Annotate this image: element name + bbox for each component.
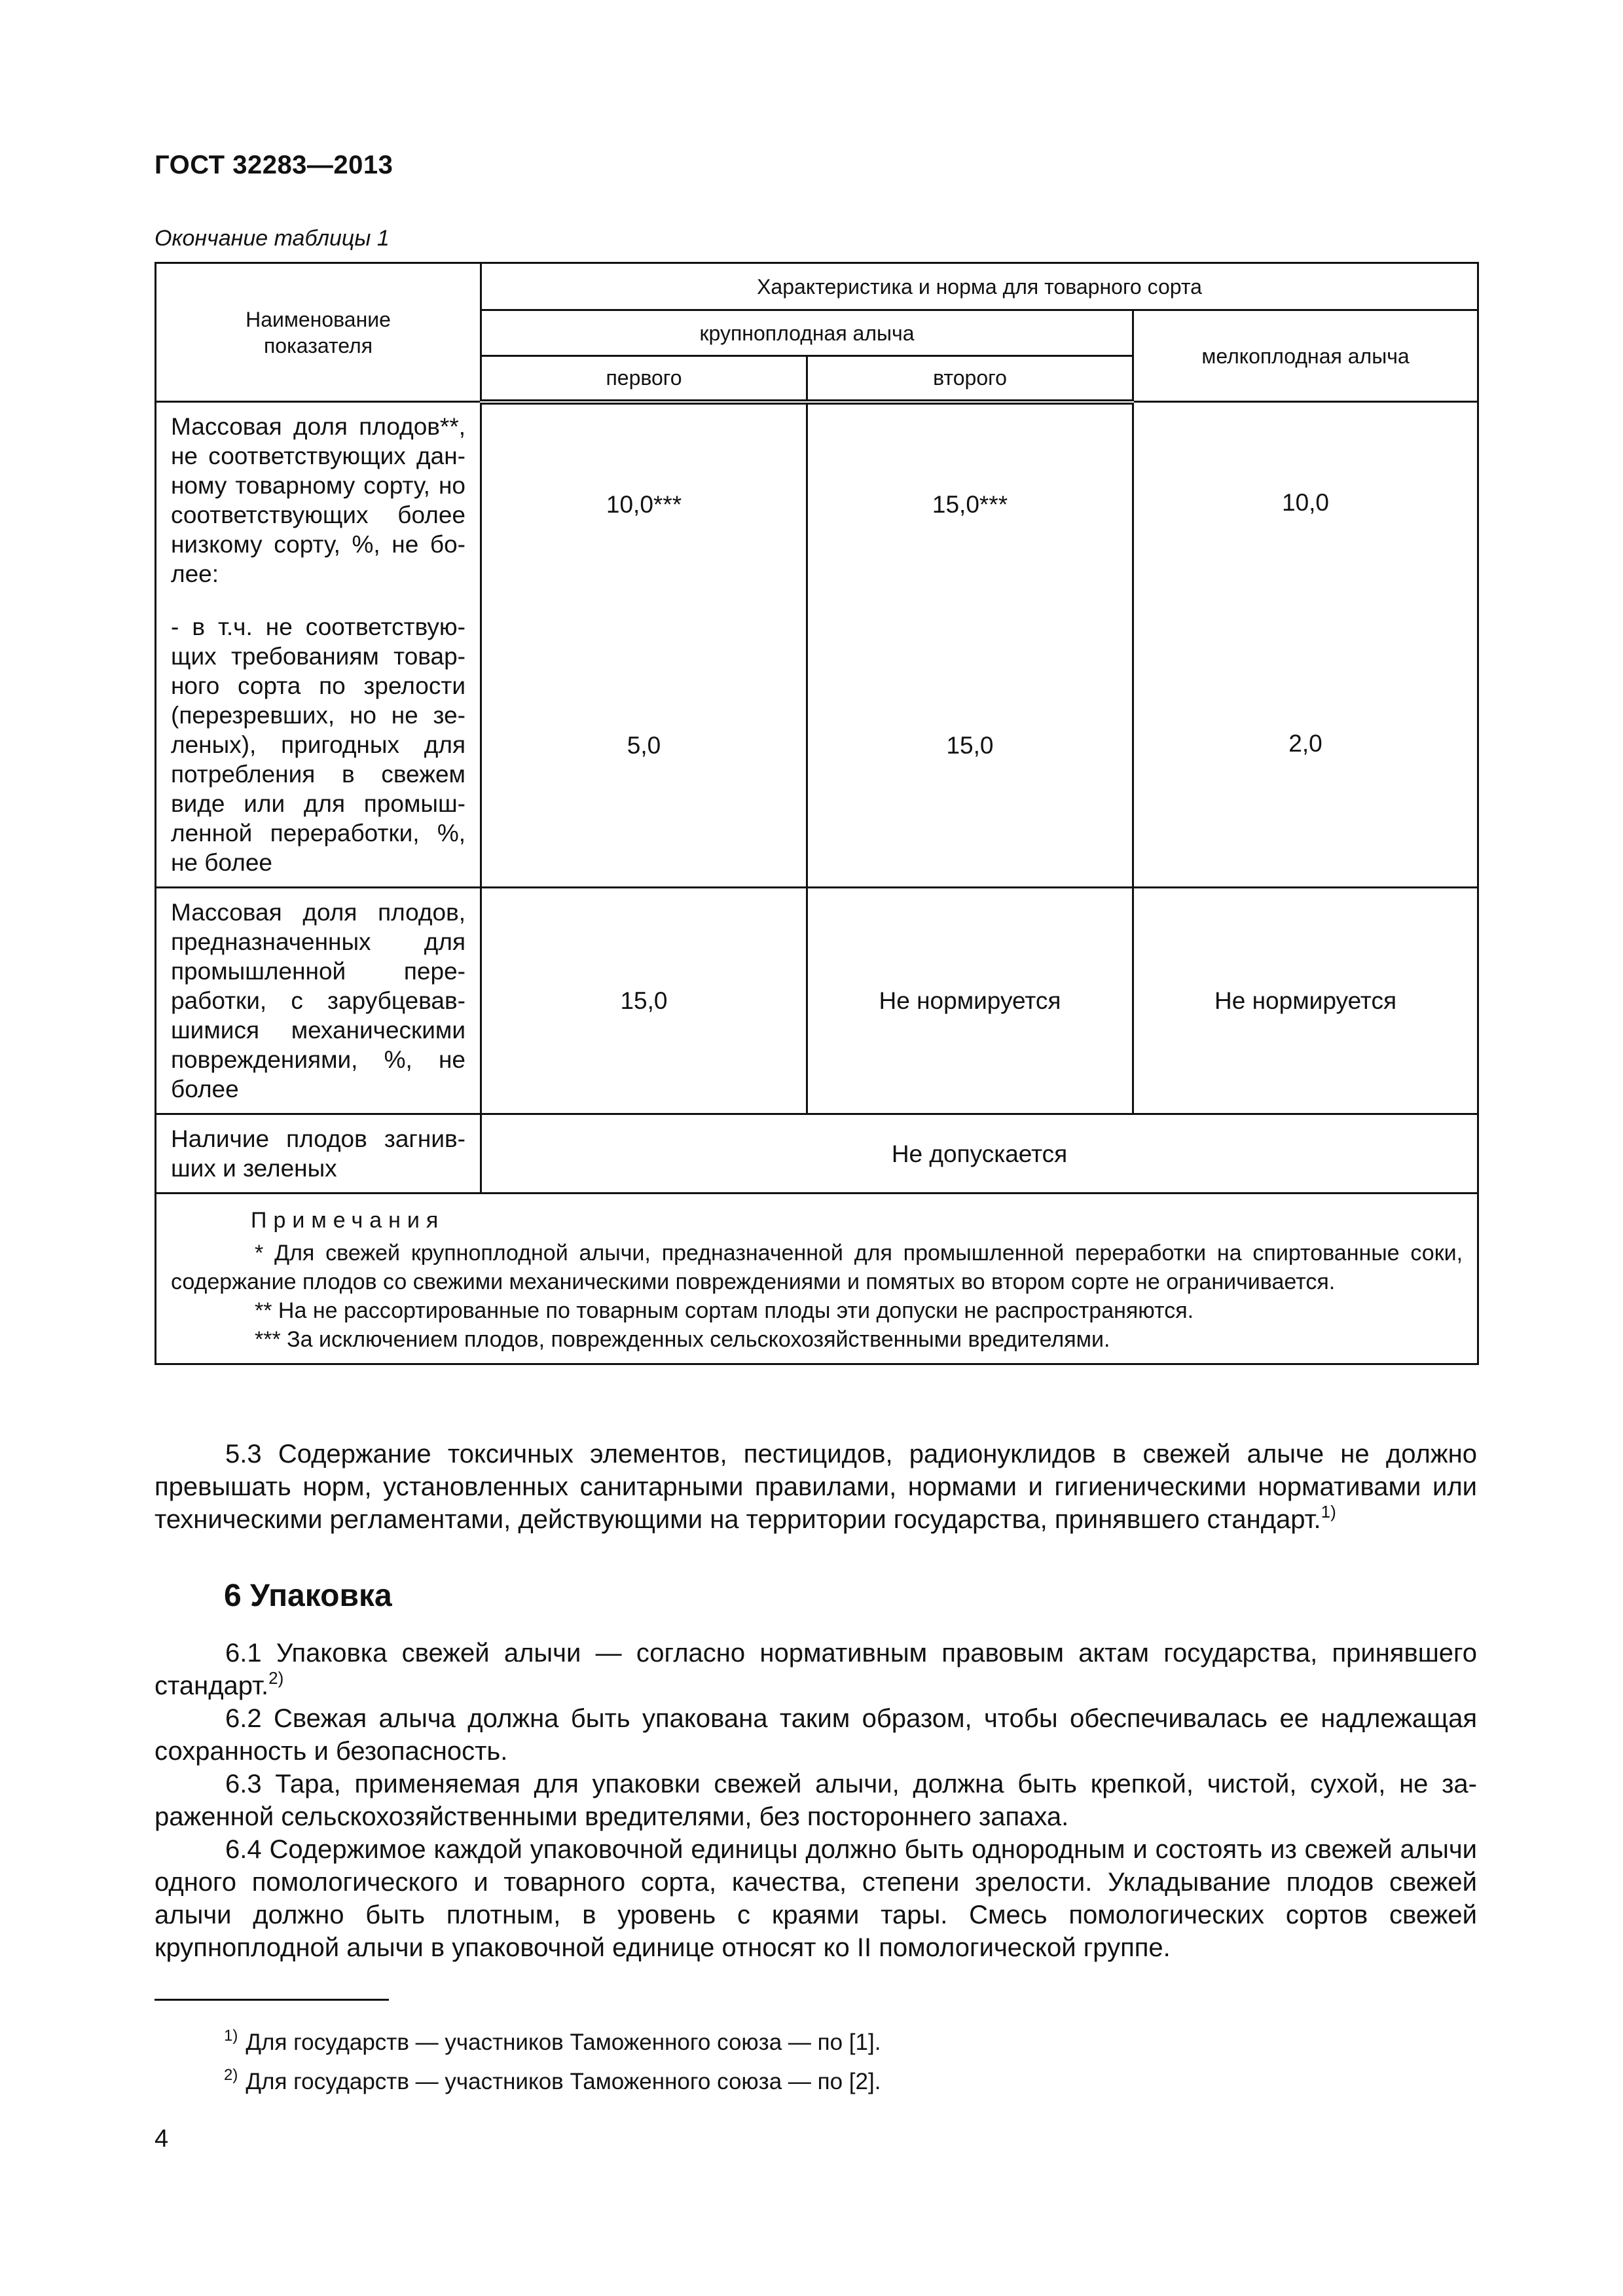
- header-characteristic: Характеристика и норма для товарного сорта: [481, 263, 1478, 310]
- footnote-2-text: Для государств — участников Таможенного союза — по [2].: [246, 2069, 881, 2094]
- footnote-2: [224, 2066, 881, 2095]
- value-cell: 15,0***: [932, 490, 1008, 518]
- section-title-packaging: 6 Упаковка: [224, 1578, 392, 1613]
- row-rotten-label: Наличие плодов загнивших и зеленых: [156, 1114, 481, 1194]
- row-mass-share-label-b: - в т.ч. не соответствующих требованиям товарного сорта по зрелости (перезревших, но не зеленых), пригодных для потребления в свежем виде или для промышленной переработки, %, не более: [171, 613, 465, 876]
- footnote-ref-2: 2): [268, 1668, 284, 1688]
- norms-table: [155, 262, 1479, 1365]
- footnote-1: [224, 2027, 881, 2056]
- note-1: * Для свежей крупноплодной алычи, предназначенной для промышленной переработки на спиртованные соки, содержание плодов со свежими механическими повреждениями и помятых во втором сорте не ограничивается.: [171, 1241, 1463, 1294]
- value-cell: 10,0***: [606, 490, 682, 518]
- note-3: *** За исключением плодов, поврежденных сельскохозяйственными вредителями.: [255, 1327, 1110, 1352]
- row-mass-share-label-a: Массовая доля плодов**, не соответствующих данному товарному сорту, но соответствующих более низкому сорту, %, не более:: [171, 413, 465, 587]
- table-notes: [156, 1194, 1478, 1364]
- row-rotten-value: Не допускается: [481, 1114, 1478, 1194]
- row-industrial-small: Не нормируется: [1133, 888, 1478, 1114]
- value-cell: 10,0: [1282, 489, 1330, 516]
- paragraph-6-1: 6.1 Упаковка свежей алычи — согласно нормативным правовым актам государства, принявшего стандарт.: [155, 1639, 1477, 1700]
- row-mass-share-first: [481, 402, 807, 888]
- footnote-1-text: Для государств — участников Таможенного союза — по [1].: [246, 2030, 881, 2055]
- header-large-fruit: крупноплодная алыча: [481, 310, 1133, 356]
- paragraph-6-4: 6.4 Содержимое каждой упаковочной единицы должно быть однородным и состоять из свежей алычи одного помологического и товарного сорта, качества, степени зрелости. Укладывание плодов свежей алычи должно быть плотным, в уровень с краями тары. Смесь помологических сортов свежей крупноплодной алычи в упаковочной единице относят ко II помологической группе.: [155, 1835, 1477, 1962]
- paragraph-6-3: 6.3 Тара, применяемая для упаковки свежей алычи, должна быть крепкой, чистой, сухой, не зараженной сельскохозяйственными вредителями, без постороннего запаха.: [155, 1770, 1477, 1831]
- paragraph-6-2: 6.2 Свежая алыча должна быть упакована таким образом, чтобы обеспечивалась ее надлежащая сохранность и безопасность.: [155, 1704, 1477, 1766]
- footnote-1-mark: 1): [224, 2027, 238, 2045]
- footnote-ref-1: 1): [1321, 1502, 1336, 1522]
- value-cell: 2,0: [1288, 730, 1322, 757]
- footnote-2-mark: 2): [224, 2066, 238, 2084]
- footnote-separator: [155, 1999, 389, 2001]
- row-mass-share-small: [1133, 402, 1478, 888]
- header-indicator: Наименование показателя: [156, 263, 481, 402]
- page-number: 4: [155, 2125, 169, 2153]
- row-industrial-second: Не нормируется: [807, 888, 1133, 1114]
- standard-header: ГОСТ 32283—2013: [155, 151, 393, 179]
- row-mass-share-second: [807, 402, 1133, 888]
- notes-title: Примечания: [251, 1208, 445, 1233]
- row-industrial-first: 15,0: [481, 888, 807, 1114]
- header-first-grade: первого: [481, 356, 807, 402]
- paragraph-5-3-text: 5.3 Содержание токсичных элементов, пестицидов, радионуклидов в свежей алыче не должно превышать норм, установленных санитарными правилами, нормами и гигиеническими нормативами или техническими регламентами, действующими на территории государства, принявшего стандарт.: [155, 1440, 1477, 1534]
- paragraph-5-3: [155, 1438, 1477, 1536]
- header-small-fruit: мелкоплодная алыча: [1133, 310, 1478, 402]
- packaging-paragraphs: [155, 1637, 1477, 1964]
- table-caption: Окончание таблицы 1: [155, 226, 390, 251]
- row-mass-share-label: [156, 402, 481, 888]
- header-second-grade: второго: [807, 356, 1133, 402]
- row-industrial-label: Массовая доля плодов, предназначенных для промышленной переработки, с зарубцевавшимися механическими повреждениями, %, не более: [156, 888, 481, 1114]
- value-cell: 5,0: [627, 731, 661, 759]
- value-cell: 15,0: [946, 731, 994, 759]
- note-2: ** На не рассортированные по товарным сортам плоды эти допуски не распространяются.: [255, 1298, 1194, 1323]
